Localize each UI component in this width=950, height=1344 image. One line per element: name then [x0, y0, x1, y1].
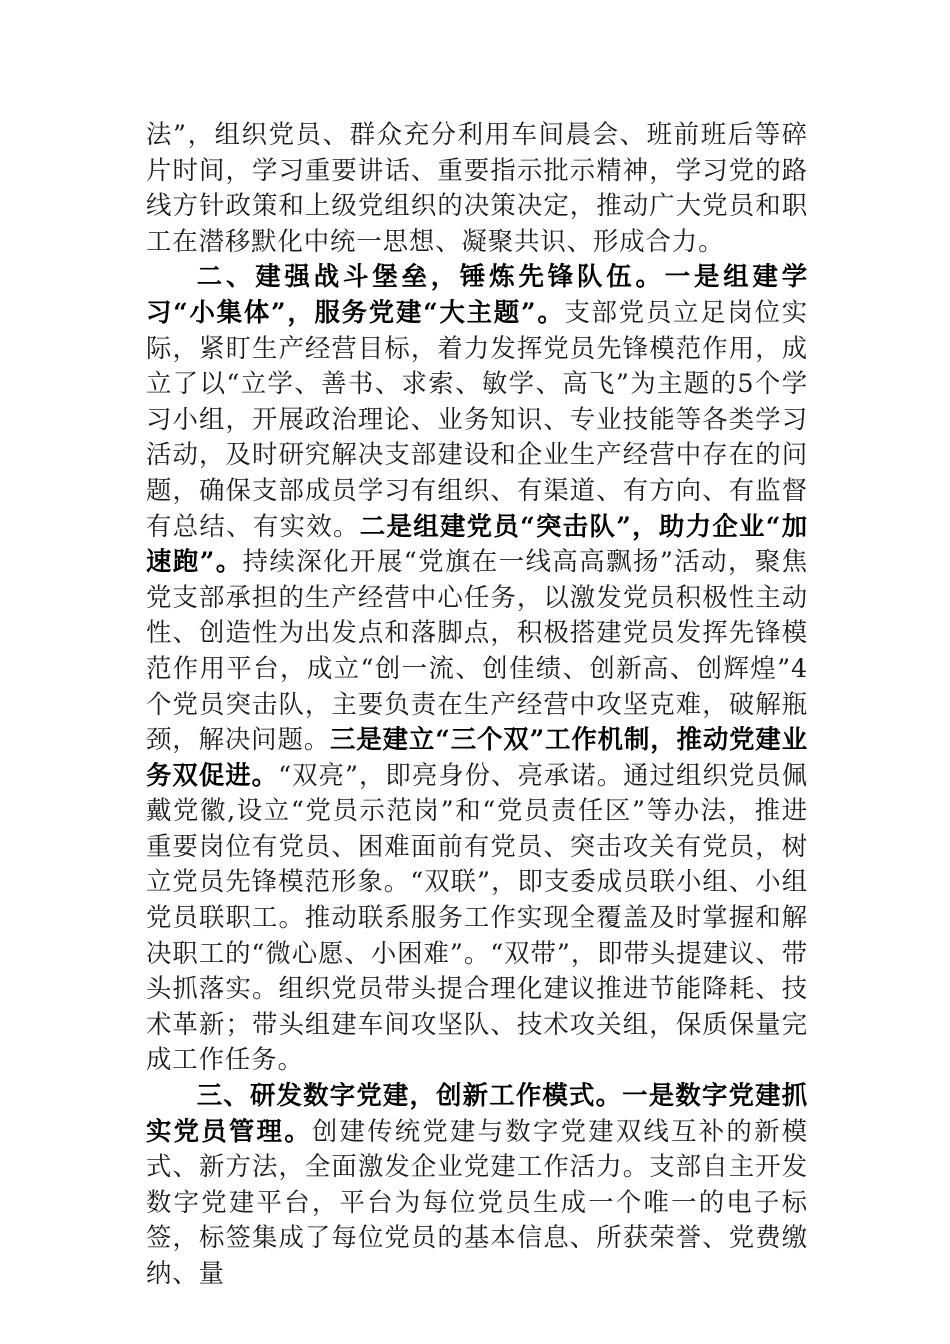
paragraph-1 — [146, 117, 808, 259]
text-run: “双亮”，即亮身份、亮承诺。通过组织党员佩戴党徽,设立“党员示范岗”和“党员责任区”等办法，推进重要岗位有党员、困难面前有党员、突击攻关有党员，树立党员先锋模范形象。“双联”，即支委成员联小组、小组党员联职工。推动联系服务工作实现全覆盖及时掌握和解决职工的“微心愿、小困难”。“双带”，即带头提建议、带头抓落实。组织党员带头提合理化建议推进节能降耗、技术革新；带头组建车间攻坚队、技术攻关组，保质保量完成工作任务。 — [146, 759, 808, 1075]
text-run: 创建传统党建与数字党建双线互补的新模式、新方法，全面激发企业党建工作活力。支部自主开发数字党建平台，平台为每位党员生成一个唯一的电子标签，标签集成了每位党员的基本信息、所获荣誉、党费缴纳、量 — [146, 1115, 808, 1288]
section-heading-3: 三、研发数字党建，创新工作模式。一是数字党建抓实党员管理。 — [146, 1080, 808, 1146]
paragraph-3 — [146, 1078, 808, 1292]
text-run: 支部党员立足岗位实际，紧盯生产经营目标，着力发挥党员先锋模范作用，成立了以“立学、善书、求索、敏学、高飞”为主题的5个学习小组，开展政治理论、业务知识、专业技能等各类学习活动，及时研究解决支部建设和企业生产经营中存在的问题，确保支部成员学习有组织、有渠道、有方向、有监督有总结、有实效。 — [146, 296, 809, 541]
text-run: 法”，组织党员、群众充分利用车间晨会、班前班后等碎片时间，学习重要讲话、重要指示批示精神，学习党的路线方针政策和上级党组织的决策决定，推动广大党员和职工在潜移默化中统一思想、凝聚共识、形成合力。 — [146, 119, 808, 256]
document-body — [146, 117, 808, 1292]
bold-run: 二是组建党员“突击队”，助力企业“加速跑”。 — [146, 510, 808, 577]
paragraph-2 — [146, 259, 808, 1078]
bold-run: 三是建立“三个双”工作机制，推动党建业务双促进。 — [146, 724, 808, 790]
section-heading-2: 二、建强战斗堡垒，锤炼先锋队伍。一是组建学习“小集体”，服务党建“大主题”。 — [146, 261, 808, 327]
text-run: 持续深化开展“党旗在一线高高飘扬”活动，聚焦党支部承担的生产经营中心任务，以激发党员积极性主动性、创造性为出发点和落脚点，积极搭建党员发挥先锋模范作用平台，成立“创一流、创佳绩、创新高、创辉煌”4个党员突击队，主要负责在生产经营中攻坚克难，破解瓶颈，解决问题。 — [146, 546, 808, 755]
